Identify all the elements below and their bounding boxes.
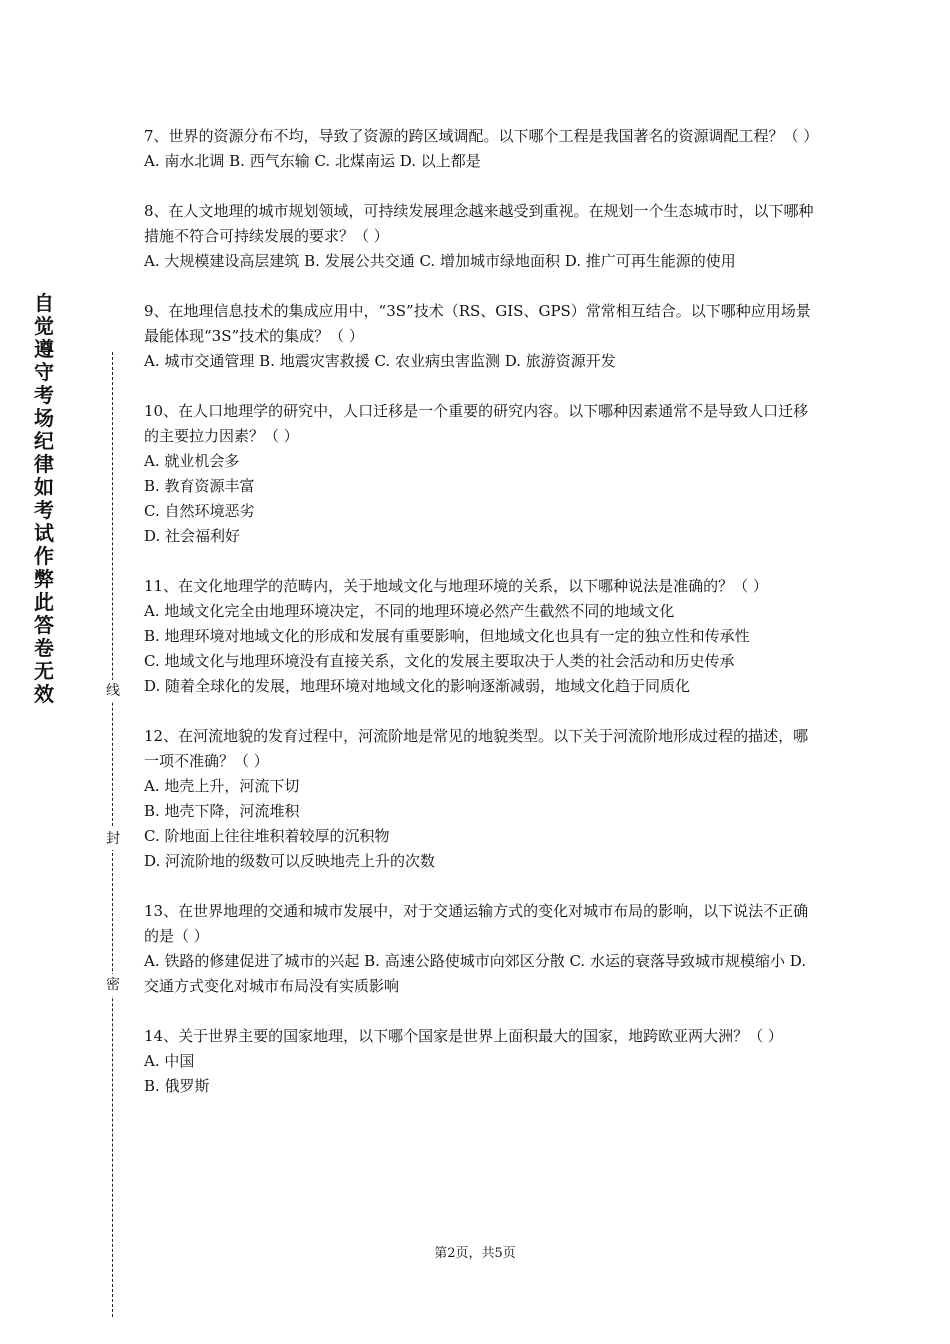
binding-label-mi: 密	[104, 974, 122, 996]
option-c: C. 阶地面上往往堆积着较厚的沉积物	[144, 827, 390, 845]
question-options: A. 铁路的修建促进了城市的兴起 B. 高速公路使城市向郊区分散 C. 水运的衰落导致城市规模缩小 D. 交通方式变化对城市布局没有实质影响	[144, 952, 806, 995]
exam-discipline-notice: 自觉遵守考场纪律如考试作弊此答卷无效	[34, 291, 54, 706]
question-stem: 8、在人文地理的城市规划领域，可持续发展理念越来越受到重视。在规划一个生态城市时，以下哪种措施不符合可持续发展的要求？（ ）	[144, 202, 814, 245]
question-10	[144, 399, 814, 549]
option-a: A. 地壳上升，河流下切	[144, 777, 300, 795]
question-stem: 9、在地理信息技术的集成应用中，“3S”技术（RS、GIS、GPS）常常相互结合。以下哪种应用场景最能体现“3S”技术的集成？（ ）	[144, 302, 811, 345]
option-d: D. 社会福利好	[144, 527, 241, 545]
option-a: A. 中国	[144, 1052, 195, 1070]
question-12	[144, 724, 814, 874]
option-b: B. 地理环境对地域文化的形成和发展有重要影响，但地域文化也具有一定的独立性和传承性	[144, 627, 750, 645]
binding-label-feng: 封	[104, 828, 122, 850]
option-c: C. 地域文化与地理环境没有直接关系，文化的发展主要取决于人类的社会活动和历史传承	[144, 652, 735, 670]
question-options: A. 城市交通管理 B. 地震灾害救援 C. 农业病虫害监测 D. 旅游资源开发	[144, 352, 616, 370]
question-14	[144, 1024, 814, 1099]
option-b: B. 地壳下降，河流堆积	[144, 802, 300, 820]
option-d: D. 河流阶地的级数可以反映地壳上升的次数	[144, 852, 436, 870]
option-b: B. 教育资源丰富	[144, 477, 255, 495]
binding-label-xian: 线	[104, 680, 122, 702]
question-options: A. 大规模建设高层建筑 B. 发展公共交通 C. 增加城市绿地面积 D. 推广可再生能源的使用	[144, 252, 736, 270]
question-stem: 11、在文化地理学的范畴内，关于地域文化与地理环境的关系，以下哪种说法是准确的？（ ）	[144, 577, 768, 595]
option-a: A. 就业机会多	[144, 452, 240, 470]
option-d: D. 随着全球化的发展，地理环境对地域文化的影响逐渐减弱，地域文化趋于同质化	[144, 677, 691, 695]
question-stem: 13、在世界地理的交通和城市发展中，对于交通运输方式的变化对城市布局的影响，以下说法不正确的是（ ）	[144, 902, 809, 945]
question-options: A. 南水北调 B. 西气东输 C. 北煤南运 D. 以上都是	[144, 152, 481, 170]
question-stem: 14、关于世界主要的国家地理，以下哪个国家是世界上面积最大的国家，地跨欧亚两大洲？（ ）	[144, 1027, 783, 1045]
question-list	[144, 124, 819, 1124]
question-13	[144, 899, 814, 999]
question-8	[144, 199, 814, 274]
option-b: B. 俄罗斯	[144, 1077, 210, 1095]
option-c: C. 自然环境恶劣	[144, 502, 255, 520]
question-stem: 12、在河流地貌的发育过程中，河流阶地是常见的地貌类型。以下关于河流阶地形成过程的描述，哪一项不准确？（ ）	[144, 727, 809, 770]
question-7	[144, 124, 819, 174]
option-a: A. 地域文化完全由地理环境决定，不同的地理环境必然产生截然不同的地域文化	[144, 602, 675, 620]
page-number: 第2页，共5页	[434, 1246, 516, 1261]
question-9	[144, 299, 814, 374]
question-11	[144, 574, 814, 699]
question-stem: 10、在人口地理学的研究中，人口迁移是一个重要的研究内容。以下哪种因素通常不是导致人口迁移的主要拉力因素？（ ）	[144, 402, 809, 445]
question-stem: 7、世界的资源分布不均，导致了资源的跨区域调配。以下哪个工程是我国著名的资源调配工程？（ ）	[144, 127, 819, 145]
